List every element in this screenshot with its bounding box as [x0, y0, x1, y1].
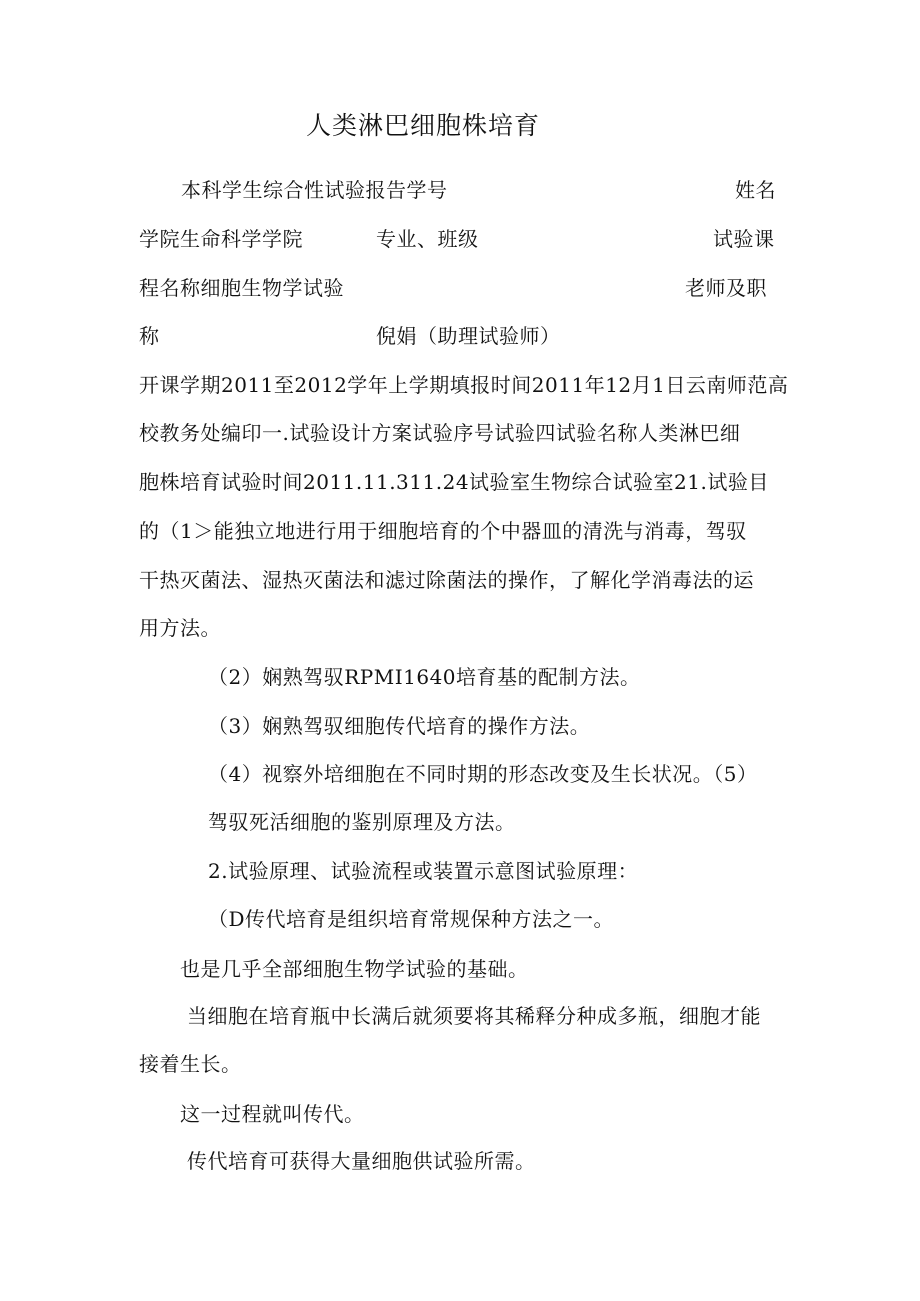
document-title: 人类淋巴细胞株培育 — [306, 111, 541, 140]
header-teacher-name: 倪娟（助理试验师） — [376, 324, 561, 348]
header-name: 姓名 — [735, 178, 776, 202]
header-college: 学院生命科学学院 — [139, 227, 303, 251]
item-line: （3）娴熟驾驭细胞传代培育的操作方法。 — [208, 714, 591, 738]
header-title-label: 称 — [139, 324, 160, 348]
section-heading: 2.试验原理、试验流程或装置示意图试验原理： — [208, 859, 639, 883]
body-line: 校教务处编印一.试验设计方案试验序号试验四试验名称人类淋巴细 — [139, 421, 741, 445]
body-line: 用方法。 — [139, 616, 221, 640]
body-line: 胞株培育试验时间2011.11.311.24试验室生物综合试验室21.试验目 — [139, 470, 769, 494]
header-major-class: 专业、班级 — [376, 227, 479, 251]
item-line: （2）娴熟驾驭RPMI1640培育基的配制方法。 — [208, 665, 641, 689]
header-student-id: 本科学生综合性试验报告学号 — [181, 178, 448, 202]
paragraph-line: 也是几乎全部细胞生物学试验的基础。 — [180, 957, 529, 981]
body-line: 的（1＞能独立地进行用于细胞培育的个中器皿的清洗与消毒，驾驭 — [139, 519, 747, 543]
item-line: 驾驭死活细胞的鉴别原理及方法。 — [208, 810, 516, 834]
paragraph-line: 传代培育可获得大量细胞供试验所需。 — [187, 1149, 536, 1173]
item-line: （4）视察外培细胞在不同时期的形态改变及生长状况。（5） — [208, 762, 758, 786]
paragraph-line: 这一过程就叫传代。 — [180, 1102, 365, 1126]
body-line: 开课学期2011至2012学年上学期填报时间2011年12月1日云南师范高 — [139, 373, 789, 397]
paragraph-line: 接着生长。 — [139, 1052, 242, 1076]
header-course-label: 试验课 — [713, 227, 775, 251]
body-line: 干热灭菌法、湿热灭菌法和滤过除菌法的操作，了解化学消毒法的运 — [139, 568, 754, 592]
paragraph-line: 当细胞在培育瓶中长满后就须要将其稀释分种成多瓶，细胞才能 — [187, 1004, 761, 1028]
header-teacher-label: 老师及职 — [685, 276, 767, 300]
header-course-name: 程名称细胞生物学试验 — [139, 276, 344, 300]
item-line: （D传代培育是组织培育常规保种方法之一。 — [208, 907, 615, 931]
